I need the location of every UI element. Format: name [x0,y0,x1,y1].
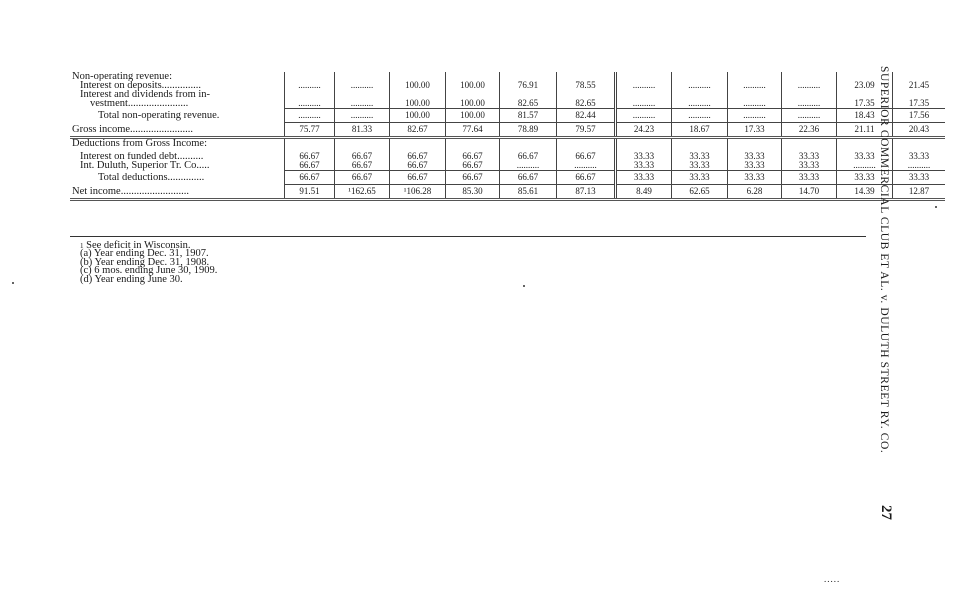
table-cell: 82.65 [500,99,557,109]
table-cell: 100.00 [446,109,500,123]
table-cell: 78.89 [500,123,557,138]
table-cell: .......... [616,99,672,109]
table-cell [728,72,782,81]
table-cell: 21.11 [837,123,893,138]
table-row [70,161,945,171]
table-cell: 100.00 [446,99,500,109]
table-cell [390,138,446,153]
running-head: SUPERIOR COMMERCIAL CLUB ET AL. v. DULUTH STREET RY. CO. [878,66,890,454]
table-cell: 79.57 [557,123,616,138]
table-cell: 81.57 [500,109,557,123]
table-cell: 82.44 [557,109,616,123]
table-cell: 66.67 [390,161,446,171]
table-cell: 66.67 [335,161,390,171]
table-cell: 66.67 [446,152,500,161]
table-cell: 81.33 [335,123,390,138]
table-cell [446,138,500,153]
table-cell [893,138,946,153]
table-row [70,171,945,185]
table-cell: 17.35 [893,99,946,109]
table-cell: .......... [837,161,893,171]
page-number: 27 [878,505,894,520]
table-cell: 66.67 [285,171,335,185]
table-cell [335,72,390,81]
table-cell [500,72,557,81]
table-cell [672,72,728,81]
table-cell: .......... [285,109,335,123]
table-cell: .......... [616,109,672,123]
table-row [70,123,945,138]
table-cell [557,90,616,99]
table-cell: 33.33 [837,171,893,185]
table-cell [672,138,728,153]
table-cell: 66.67 [557,171,616,185]
table-cell [616,72,672,81]
table-cell [335,90,390,99]
table-cell: 33.33 [782,161,837,171]
table-cell: 85.61 [500,185,557,200]
table-cell: 76.91 [500,81,557,90]
table-cell: .......... [728,109,782,123]
row-label: Int. Duluth, Superior Tr. Co..... [80,161,210,171]
table-row [70,138,945,153]
table-cell: .......... [335,81,390,90]
table-cell: .......... [335,109,390,123]
table-cell: .......... [335,99,390,109]
table-cell: 18.43 [837,109,893,123]
table-cell: 33.33 [728,161,782,171]
table-cell [782,138,837,153]
table-cell: 66.67 [500,152,557,161]
table-cell: .......... [285,99,335,109]
table-row [70,90,945,99]
table-cell: 33.33 [782,152,837,161]
table-cell [500,138,557,153]
row-label: vestment....................... [90,99,189,109]
income-table [70,72,945,201]
table-cell: 100.00 [390,109,446,123]
table-cell [335,138,390,153]
table-bottom-rule [70,236,866,237]
table-cell: 62.65 [672,185,728,200]
table-cell: 66.67 [557,152,616,161]
table-cell [893,90,946,99]
table-cell: ¹162.65 [335,185,390,200]
table-cell: 78.55 [557,81,616,90]
table-cell: .......... [893,161,946,171]
table-cell [893,72,946,81]
table-row [70,81,945,90]
table-cell: 22.36 [782,123,837,138]
table-cell: .......... [616,81,672,90]
table-row [70,99,945,109]
table-cell: .......... [285,81,335,90]
table-cell: .......... [728,99,782,109]
table-cell: 85.30 [446,185,500,200]
table-cell [500,90,557,99]
table-cell: .......... [557,161,616,171]
table-cell [672,90,728,99]
table-cell: 24.23 [616,123,672,138]
table-row [70,109,945,123]
table-cell: .......... [782,99,837,109]
table-cell: .......... [728,81,782,90]
table-cell: 33.33 [893,152,946,161]
table-cell: 100.00 [446,81,500,90]
table-cell: 33.33 [672,171,728,185]
table-cell: 18.67 [672,123,728,138]
scan-speck [935,206,937,208]
table-cell [446,72,500,81]
table-cell: 87.13 [557,185,616,200]
table-cell: 33.33 [728,152,782,161]
table-cell: 33.33 [837,152,893,161]
table-cell: 33.33 [672,152,728,161]
table-cell: 91.51 [285,185,335,200]
table-row [70,152,945,161]
table-cell: 17.35 [837,99,893,109]
table-cell: .......... [672,81,728,90]
table-cell [390,72,446,81]
table-cell: .......... [672,109,728,123]
table-cell [285,72,335,81]
table-cell: 66.67 [335,152,390,161]
scan-speck [12,282,14,284]
table-cell: 6.28 [728,185,782,200]
row-label: Total non-operating revenue. [98,109,220,121]
table-cell: 66.67 [285,161,335,171]
table-cell [557,72,616,81]
table-cell: 77.64 [446,123,500,138]
table-cell [728,138,782,153]
table-cell: 33.33 [893,171,946,185]
row-label: Interest on deposits............... [80,81,202,90]
table-cell: 33.33 [672,161,728,171]
footnote: $^1$ See deficit in Wisconsin. [80,240,191,251]
table-cell: 82.65 [557,99,616,109]
table-cell: .......... [500,161,557,171]
table-cell: 33.33 [616,161,672,171]
row-label: Net income.......................... [70,185,285,200]
table-cell: 33.33 [728,171,782,185]
row-label: Gross income........................ [70,123,285,138]
row-label: Deductions from Gross Income: [72,138,208,149]
row-label: Total deductions.............. [98,171,205,183]
row-label: Non-operating revenue: [72,72,173,81]
table-cell: 75.77 [285,123,335,138]
table-cell: 12.87 [893,185,946,200]
table-cell: 33.33 [616,152,672,161]
table-cell: 33.33 [616,171,672,185]
table-cell: 66.67 [500,171,557,185]
table-row [70,185,945,200]
table-cell: .......... [672,99,728,109]
table-cell [782,90,837,99]
row-label: Interest on funded debt.......... [80,152,204,161]
table-cell: 33.33 [782,171,837,185]
table-cell [285,138,335,153]
table-cell: 66.67 [446,171,500,185]
footnote: (b) Year ending Dec. 31, 1908. [80,256,210,268]
table-cell: 66.67 [335,171,390,185]
table-cell: 100.00 [390,99,446,109]
table-cell: 17.33 [728,123,782,138]
table-cell [782,72,837,81]
footnote: (a) Year ending Dec. 31, 1907. [80,248,209,260]
table-cell: 20.43 [893,123,946,138]
table-cell: 23.09 [837,81,893,90]
footnote: (d) Year ending June 30. [80,273,183,285]
table-cell: .......... [782,109,837,123]
table-cell [390,90,446,99]
footnote: (c) 6 mos. ending June 30, 1909. [80,265,218,277]
table-cell: 21.45 [893,81,946,90]
table-cell: .......... [782,81,837,90]
table-row [70,72,945,81]
table-cell [728,90,782,99]
footnotes [80,242,217,284]
table-cell: 14.70 [782,185,837,200]
table-cell [616,90,672,99]
table-cell [616,138,672,153]
table-cell: ¹106.28 [390,185,446,200]
table-cell: 8.49 [616,185,672,200]
table-cell: 66.67 [390,152,446,161]
scan-speck [523,285,525,287]
table-cell: 100.00 [390,81,446,90]
table-cell [557,138,616,153]
scan-marks: ..... [824,574,841,584]
table-cell [446,90,500,99]
table-cell: 82.67 [390,123,446,138]
table-cell: 14.39 [837,185,893,200]
table-cell: 66.67 [285,152,335,161]
table-cell: 17.56 [893,109,946,123]
table-cell [285,90,335,99]
table-cell: 66.67 [446,161,500,171]
table-cell: 66.67 [390,171,446,185]
row-label: Interest and dividends from in- [80,90,211,99]
